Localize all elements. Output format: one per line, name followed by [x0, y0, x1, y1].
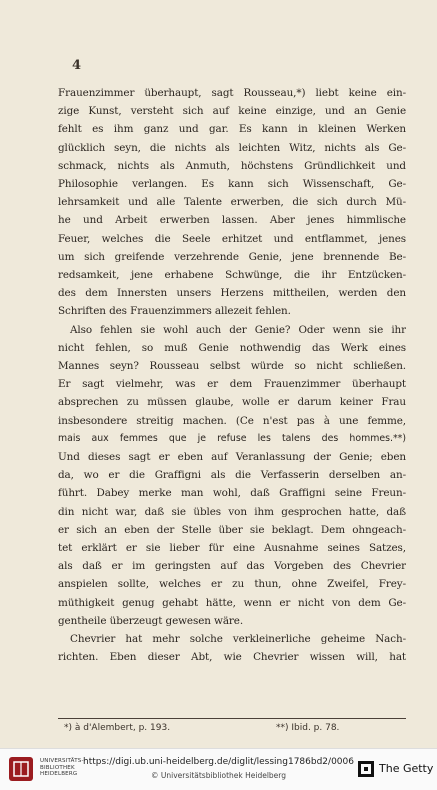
- text-line: din nicht war, daß sie übles von ihm gesprochen hatte, daß: [58, 505, 406, 518]
- text-line: Philosophie verlangen. Es kann sich Wissenschaft, Ge-: [58, 178, 406, 191]
- footnote-rule: [58, 718, 406, 719]
- text-line: führt. Dabey merke man wohl, daß Graffigni seine Freun-: [58, 487, 406, 500]
- text-line: anspielen sollte, welches er zu thun, ohne Zweifel, Frey-: [58, 578, 406, 591]
- copyright-notice: © Universitätsbibliothek Heidelberg: [150, 771, 286, 780]
- permalink-url[interactable]: https://digi.ub.uni-heidelberg.de/diglit/lessing1786bd2/0006: [83, 757, 354, 767]
- text-line: zige Kunst, versteht sich auf keine einzige, und an Genie: [58, 105, 406, 118]
- text-line: Schriften des Frauenzimmers allezeit fehlen.: [58, 305, 291, 318]
- text-line: er sich an eben der Stelle über sie beklagt. Dem ohngeach-: [58, 523, 406, 536]
- text-line: als daß er im geringsten auf das Vorgeben des Chevrier: [58, 560, 406, 573]
- text-line: lehrsamkeit und alle Talente erwerben, die sich durch Mü-: [58, 196, 406, 209]
- text-line: um sich greifende verzehrende Genie, jene brennende Be-: [58, 250, 406, 263]
- page-body-text: [58, 84, 406, 667]
- text-line: Also fehlen sie wohl auch der Genie? Oder wenn sie ihr: [70, 323, 406, 336]
- text-line: mais aux femmes que je refuse les talens des hommes.**): [58, 432, 406, 444]
- text-line: da, wo er die Graffigni als die Verfasserin derselben an-: [58, 469, 406, 482]
- text-line: redsamkeit, jene erhabene Schwünge, die ihr Entzücken-: [58, 269, 406, 282]
- footnote-1: *) à d'Alembert, p. 193.: [64, 723, 171, 733]
- text-line: des dem Innersten unsers Herzens mittheilen, werden den: [58, 287, 406, 300]
- text-line: müthigkeit genug gehabt hätte, wenn er nicht von dem Ge-: [58, 596, 406, 609]
- text-line: he und Arbeit erwerben lassen. Aber jenes himmlische: [58, 214, 406, 227]
- text-line: fehlt es ihm ganz und gar. Es kann in kleinen Werken: [58, 123, 406, 136]
- footnote-2: **) Ibid. p. 78.: [276, 723, 340, 733]
- text-line: Feuer, welches die Seele erhitzet und entflammet, jenes: [58, 232, 406, 245]
- text-line: Chevrier hat mehr solche verkleinerliche geheime Nach-: [70, 633, 406, 646]
- page-number: 4: [72, 58, 82, 73]
- text-line: Frauenzimmer überhaupt, sagt Rousseau,*) liebt keine ein-: [58, 87, 406, 99]
- text-line: Mannes seyn? Rousseau selbst würde so nicht schließen.: [58, 360, 406, 373]
- text-line: glücklich seyn, die nichts als leichten Witz, nichts als Ge-: [58, 141, 406, 154]
- text-line: richten. Eben dieser Abt, wie Chevrier wissen will, hat: [58, 651, 406, 664]
- text-line: Und dieses sagt er eben auf Veranlassung der Genie; eben: [58, 451, 406, 464]
- text-line: Er sagt vielmehr, was er dem Frauenzimmer überhaupt: [58, 378, 406, 391]
- text-line: schmack, nichts als Anmuth, höchstens Gründlichkeit und: [58, 159, 406, 172]
- text-line: absprechen zu müssen glaube, wolle er darum keiner Frau: [58, 396, 406, 409]
- partner-name: The Getty: [379, 762, 434, 775]
- text-line: gentheile überzeugt gewesen wäre.: [58, 614, 244, 627]
- library-name: UNIVERSITÄTS- BIBLIOTHEK HEIDELBERG: [40, 758, 84, 777]
- text-line: insbesondere streitig machen. (Ce n'est pas à une femme,: [58, 414, 406, 427]
- text-line: nicht fehlen, so muß Genie nothwendig das Werk eines: [58, 341, 406, 354]
- viewer-footer: [0, 748, 437, 790]
- text-line: tet erklärt er sie lieber für eine Ausnahme seines Satzes,: [58, 542, 406, 555]
- getty-logo-icon: [358, 761, 374, 777]
